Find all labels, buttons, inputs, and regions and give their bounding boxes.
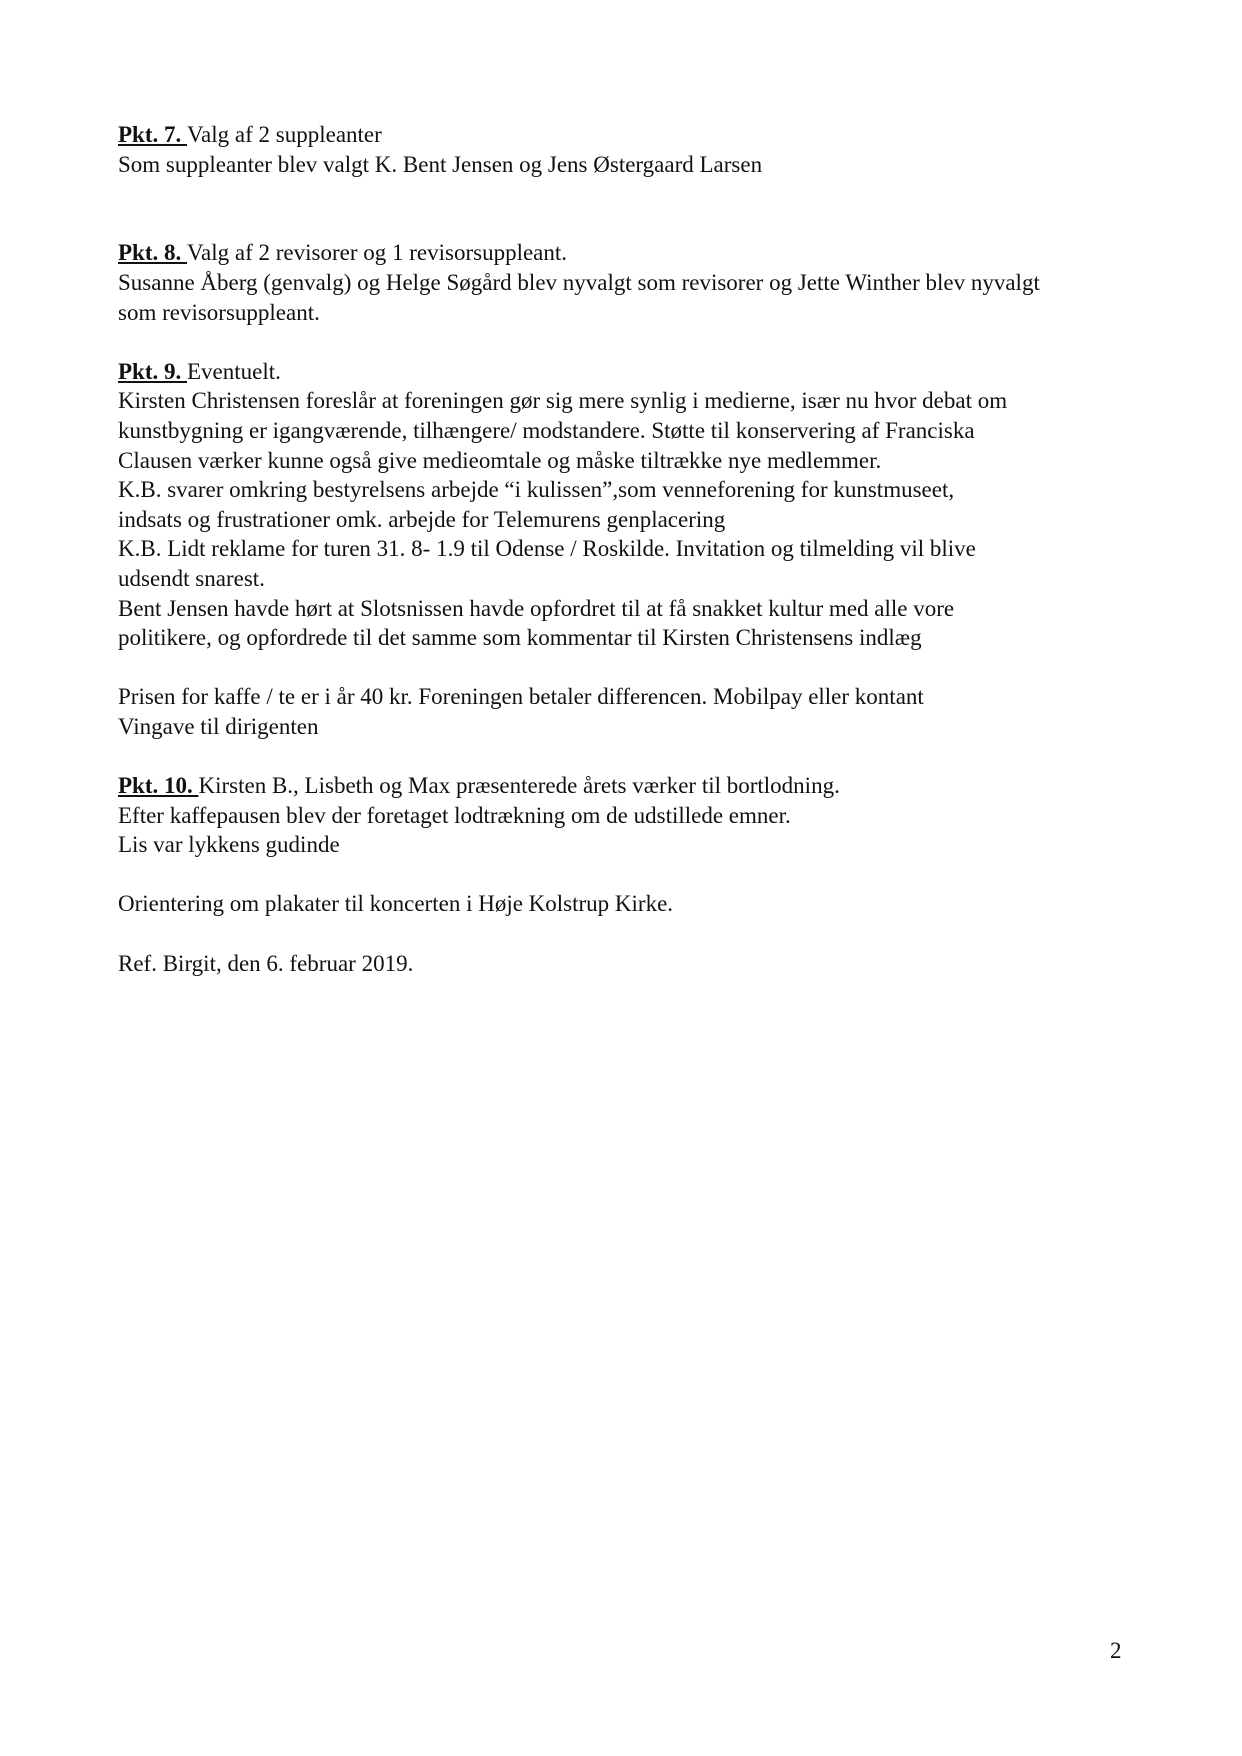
pkt9-heading: [118, 357, 1138, 387]
pkt9-line-9: politikere, og opfordrede til det samme som kommentar til Kirsten Christensens indlæg: [118, 625, 922, 651]
spacer: [118, 327, 1138, 357]
spacer: [118, 741, 1138, 771]
pkt8-heading: [118, 238, 1138, 268]
coffee-line-1: Prisen for kaffe / te er i år 40 kr. Foreningen betaler differencen. Mobilpay eller kontant: [118, 684, 924, 710]
spacer: [118, 653, 1138, 683]
pkt9-line-3: Clausen værker kunne også give medieomtale og måske tiltrække nye medlemmer.: [118, 447, 882, 473]
pkt8-line-1: Susanne Åberg (genvalg) og Helge Søgård blev nyvalgt som revisorer og Jette Winther blev nyvalgt: [118, 269, 1040, 295]
minutes-body: [118, 120, 1138, 978]
spacer: [118, 179, 1138, 209]
pkt8-label: Pkt. 8.: [118, 240, 187, 266]
pkt10-heading: [118, 771, 1138, 801]
pkt10-title: Kirsten B., Lisbeth og Max præsenterede årets værker til bortlodning.: [198, 773, 840, 799]
pkt9-line-2: kunstbygning er igangværende, tilhængere/ modstandere. Støtte til konservering af Franciska: [118, 417, 975, 443]
pkt7-line-1: Som suppleanter blev valgt K. Bent Jensen og Jens Østergaard Larsen: [118, 151, 763, 177]
spacer: [118, 919, 1138, 949]
page-number: 2: [1110, 1638, 1122, 1663]
spacer: [118, 860, 1138, 890]
pkt9-line-4: K.B. svarer omkring bestyrelsens arbejde “i kulissen”,som venneforening for kunstmuseet,: [118, 477, 955, 503]
pkt9-line-8: Bent Jensen havde hørt at Slotsnissen havde opfordret til at få snakket kultur med alle vore: [118, 595, 955, 621]
pkt9-line-1: Kirsten Christensen foreslår at foreningen gør sig mere synlig i medierne, især nu hvor debat om: [118, 388, 1008, 414]
pkt9-title: Eventuelt.: [187, 358, 281, 384]
coffee-line-2: Vingave til dirigenten: [118, 713, 319, 739]
pkt8-title: Valg af 2 revisorer og 1 revisorsuppleant.: [187, 240, 568, 266]
pkt9-line-6: K.B. Lidt reklame for turen 31. 8- 1.9 til Odense / Roskilde. Invitation og tilmelding vil blive: [118, 536, 976, 562]
pkt9-line-5: indsats og frustrationer omk. arbejde for Telemurens genplacering: [118, 506, 726, 532]
pkt10-line-2: Lis var lykkens gudinde: [118, 832, 340, 858]
pkt9-line-7: udsendt snarest.: [118, 565, 265, 591]
pkt9-label: Pkt. 9.: [118, 358, 187, 384]
pkt7-title: Valg af 2 suppleanter: [187, 122, 382, 147]
pkt7-label: Pkt. 7.: [118, 122, 187, 147]
pkt10-label: Pkt. 10.: [118, 773, 199, 799]
orientation-line: Orientering om plakater til koncerten i Høje Kolstrup Kirke.: [118, 891, 674, 917]
spacer: [118, 209, 1138, 239]
pkt8-line-2: som revisorsuppleant.: [118, 299, 320, 325]
reference-line: Ref. Birgit, den 6. februar 2019.: [118, 950, 414, 976]
pkt10-line-1: Efter kaffepausen blev der foretaget lodtrækning om de udstillede emner.: [118, 802, 791, 828]
pkt7-heading: [118, 120, 1138, 150]
